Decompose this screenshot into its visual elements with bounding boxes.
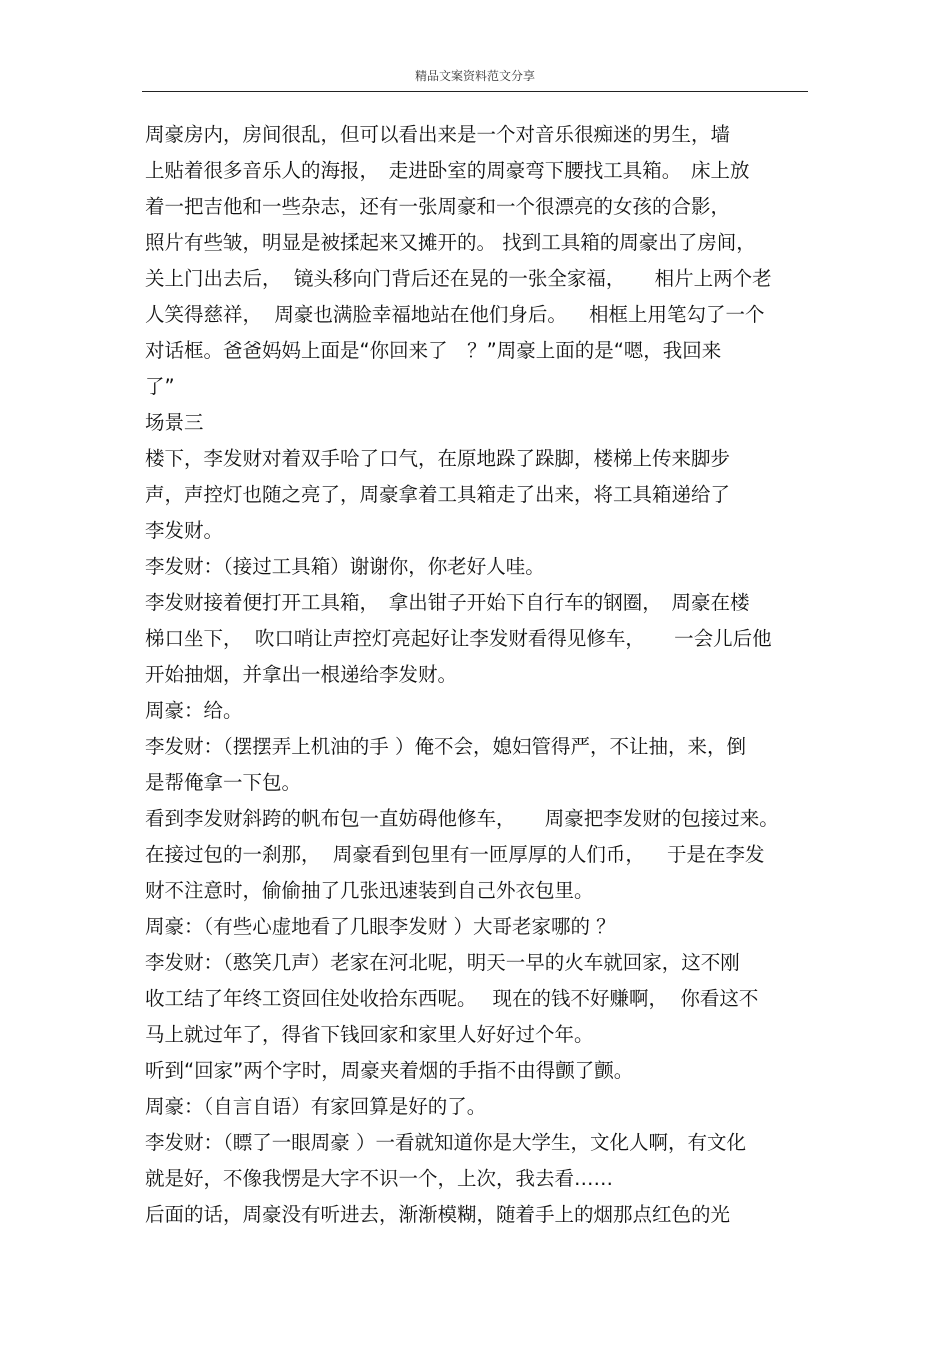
dialogue-line: 李发财：（瞟了一眼周豪 ）一看就知道你是大学生，文化人啊，有文化	[145, 1131, 746, 1154]
dialogue-line: 李发财：（憨笑几声）老家在河北呢，明天一早的火车就回家，这不刚	[145, 951, 740, 974]
text-line: 马上就过年了，得省下钱回家和家里人好好过个年。	[145, 1023, 594, 1046]
page-header	[142, 64, 808, 92]
text-line: 楼下，李发财对着双手哈了口气，在原地跺了跺脚，楼梯上传来脚步	[145, 447, 731, 470]
scene-heading: 场景三	[145, 411, 204, 434]
text-line: 周豪房内，房间很乱，但可以看出来是一个对音乐很痴迷的男生，墙	[145, 123, 731, 146]
text-line: 财不注意时，偷偷抽了几张迅速装到自己外衣包里。	[145, 879, 594, 902]
text-line: 对话框。爸爸妈妈上面是“你回来了 ？”周豪上面的是“嗯，我回来	[145, 339, 722, 362]
text-line: 人笑得慈祥， 周豪也满脸幸福地站在他们身后。 相框上用笔勾了一个	[145, 303, 765, 326]
dialogue-line: 周豪：给。	[145, 699, 243, 722]
header-title: 精品文案资料范文分享	[414, 69, 535, 83]
dialogue-line: 李发财：（摆摆弄上机油的手 ）俺不会，媳妇管得严，不让抽，来，倒	[145, 735, 746, 758]
text-line: 听到“回家”两个字时，周豪夹着烟的手指不由得颤了颤。	[145, 1059, 634, 1082]
text-line: 了”	[145, 375, 175, 398]
text-line: 是帮俺拿一下包。	[145, 771, 302, 794]
text-line: 李发财。	[145, 519, 224, 542]
text-line: 声，声控灯也随之亮了，周豪拿着工具箱走了出来，将工具箱递给了	[145, 483, 731, 506]
text-line: 就是好，不像我愣是大字不识一个，上次，我去看……	[145, 1167, 614, 1190]
document-body	[145, 117, 825, 1233]
text-line: 关上门出去后， 镜头移向门背后还在晃的一张全家福， 相片上两个老	[145, 267, 772, 290]
text-line: 李发财接着便打开工具箱， 拿出钳子开始下自行车的钢圈， 周豪在楼	[145, 591, 750, 614]
dialogue-line: 周豪：（自言自语）有家回算是好的了。	[145, 1095, 487, 1118]
text-line: 后面的话，周豪没有听进去，渐渐模糊，随着手上的烟那点红色的光	[145, 1203, 731, 1226]
text-line: 在接过包的一刹那， 周豪看到包里有一匝厚厚的人们币， 于是在李发	[145, 843, 765, 866]
dialogue-line: 李发财：（接过工具箱）谢谢你，你老好人哇。	[145, 555, 545, 578]
text-line: 上贴着很多音乐人的海报， 走进卧室的周豪弯下腰找工具箱。 床上放	[145, 159, 750, 182]
text-line: 梯口坐下， 吹口哨让声控灯亮起好让李发财看得见修车， 一会儿后他	[145, 627, 772, 650]
dialogue-line: 周豪：（有些心虚地看了几眼李发财 ）大哥老家哪的 ？	[145, 915, 616, 938]
text-line: 照片有些皱，明显是被揉起来又摊开的。 找到工具箱的周豪出了房间，	[145, 231, 756, 254]
text-line: 着一把吉他和一些杂志，还有一张周豪和一个很漂亮的女孩的合影，	[145, 195, 731, 218]
text-line: 收工结了年终工资回住处收拾东西呢。 现在的钱不好赚啊， 你看这不	[145, 987, 759, 1010]
text-line: 看到李发财斜跨的帆布包一直妨碍他修车， 周豪把李发财的包接过来。	[145, 807, 779, 830]
text-line: 开始抽烟，并拿出一根递给李发财。	[145, 663, 458, 686]
